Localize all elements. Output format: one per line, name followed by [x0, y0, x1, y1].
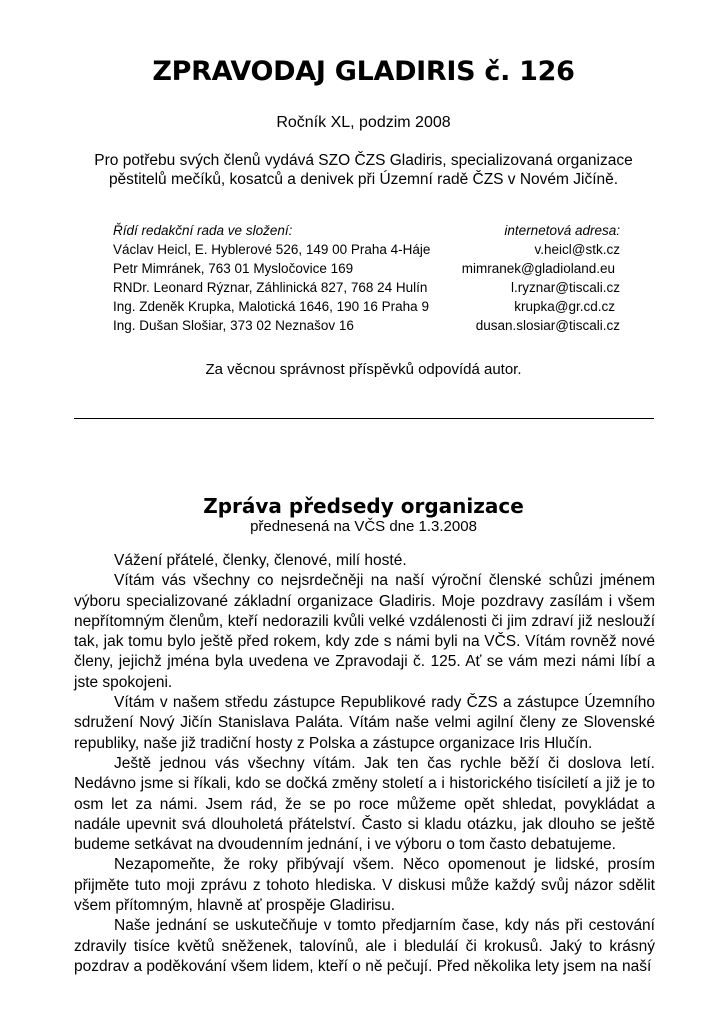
paragraph: Vážení přátelé, členky, členové, milí hosté. [114, 552, 407, 569]
paragraph: Nezapomeňte, že roky přibývají všem. Něco opomenout je lidské, prosím přijměte tuto moji zprávu z tohoto hlediska. V diskusi může každý svůj názor sdělit všem přítomným, hlavně ať prospěje Gladirisu. [74, 856, 655, 915]
intro-line: pěstitelů mečíků, kosatců a denivek při Územní radě ČZS v Novém Jičíně. [108, 171, 619, 188]
board-member-email: krupka@gr.cd.cz [514, 299, 615, 314]
volume-subtitle: Ročník XL, podzim 2008 [276, 114, 451, 131]
paragraph: Naše jednání se uskutečňuje v tomto předjarním čase, kdy nás při cestování zdravily tisíce květů sněženek, talovínů, ale i bleduláí či krokusů. Jaký to krásný pozdrav a poděkování všem lidem, kteří o ně pečují. Před několika lety jsem na naší [74, 917, 655, 975]
board-member-name: RNDr. Leonard Rýznar, Záhlinická 827, 768 24 Hulín [113, 280, 428, 295]
paragraph: Vítám vás všechny co nejsrdečněji na naší výroční členské schůzi jménem výboru specializované základní organizace Gladiris. Moje pozdravy zasílám i všem nepřítomným členům, kteří nedorazili kvůli velké vzdálenosti či jim zdraví již neslouží tak, jak tomu bylo ještě před rokem, kdy zde s námi byli na VČS. Vítám rovněž nové členy, jejichž jména byla uvedena ve Zpravodaji č. 125. Ať se vám mezi námi líbí a jste spokojeni. [74, 572, 655, 691]
paragraph: Ještě jednou vás všechny vítám. Jak ten čas rychle běží či doslova letí. Nedávno jsme si říkali, kdo se dočká změny století a i historického tisíciletí a již je to osm let za námi. Jsem rád, že se po roce můžeme opět shledat, povykládat a nadále upevnit svá dlouholetá přátelství. Často si kladu otázku, jak dlouho se ještě budeme setkávat na dvoudenním jednání, i ve výboru o tom často debatujeme. [74, 754, 655, 854]
board-member-email: dusan.slosiar@tiscali.cz [475, 318, 620, 333]
article-title: Zpráva předsedy organizace [203, 494, 524, 518]
board-member-name: Václav Heicl, E. Hyblerové 526, 149 00 Praha 4-Háje [113, 242, 431, 257]
board-member-name: Ing. Zdeněk Krupka, Malotická 1646, 190 16 Praha 9 [113, 299, 429, 314]
board-member-name: Ing. Dušan Slošiar, 373 02 Neznašov 16 [113, 318, 354, 333]
article-subtitle: přednesená na VČS dne 1.3.2008 [250, 518, 477, 535]
newsletter-title: ZPRAVODAJ GLADIRIS č. 126 [152, 56, 575, 87]
board-member-email: mimranek@gladioland.eu [461, 261, 615, 276]
paragraph: Vítám v našem středu zástupce Republikové rady ČZS a zástupce Územního sdružení Nový Jičín Stanislava Paláta. Vítám naše velmi agilní členy ze Slovenské republiky, naše již tradiční hosty z Polska a zástupce organizace Iris Hlučín. [74, 694, 655, 752]
board-member-email: v.heicl@stk.cz [534, 242, 620, 257]
responsibility-note: Za věcnou správnost příspěvků odpovídá autor. [205, 361, 522, 378]
board-member-name: Petr Mimránek, 763 01 Mysločovice 169 [113, 261, 354, 276]
intro-line: Pro potřebu svých členů vydává SZO ČZS Gladiris, specializovaná organizace [94, 152, 633, 169]
article-body [74, 551, 655, 977]
publisher-intro [60, 151, 667, 189]
board-heading: Řídí redakční rada ve složení: [113, 223, 293, 238]
email-heading: internetová adresa: [504, 223, 620, 238]
board-member-email: l.ryznar@tiscali.cz [511, 280, 620, 295]
divider [74, 418, 654, 419]
